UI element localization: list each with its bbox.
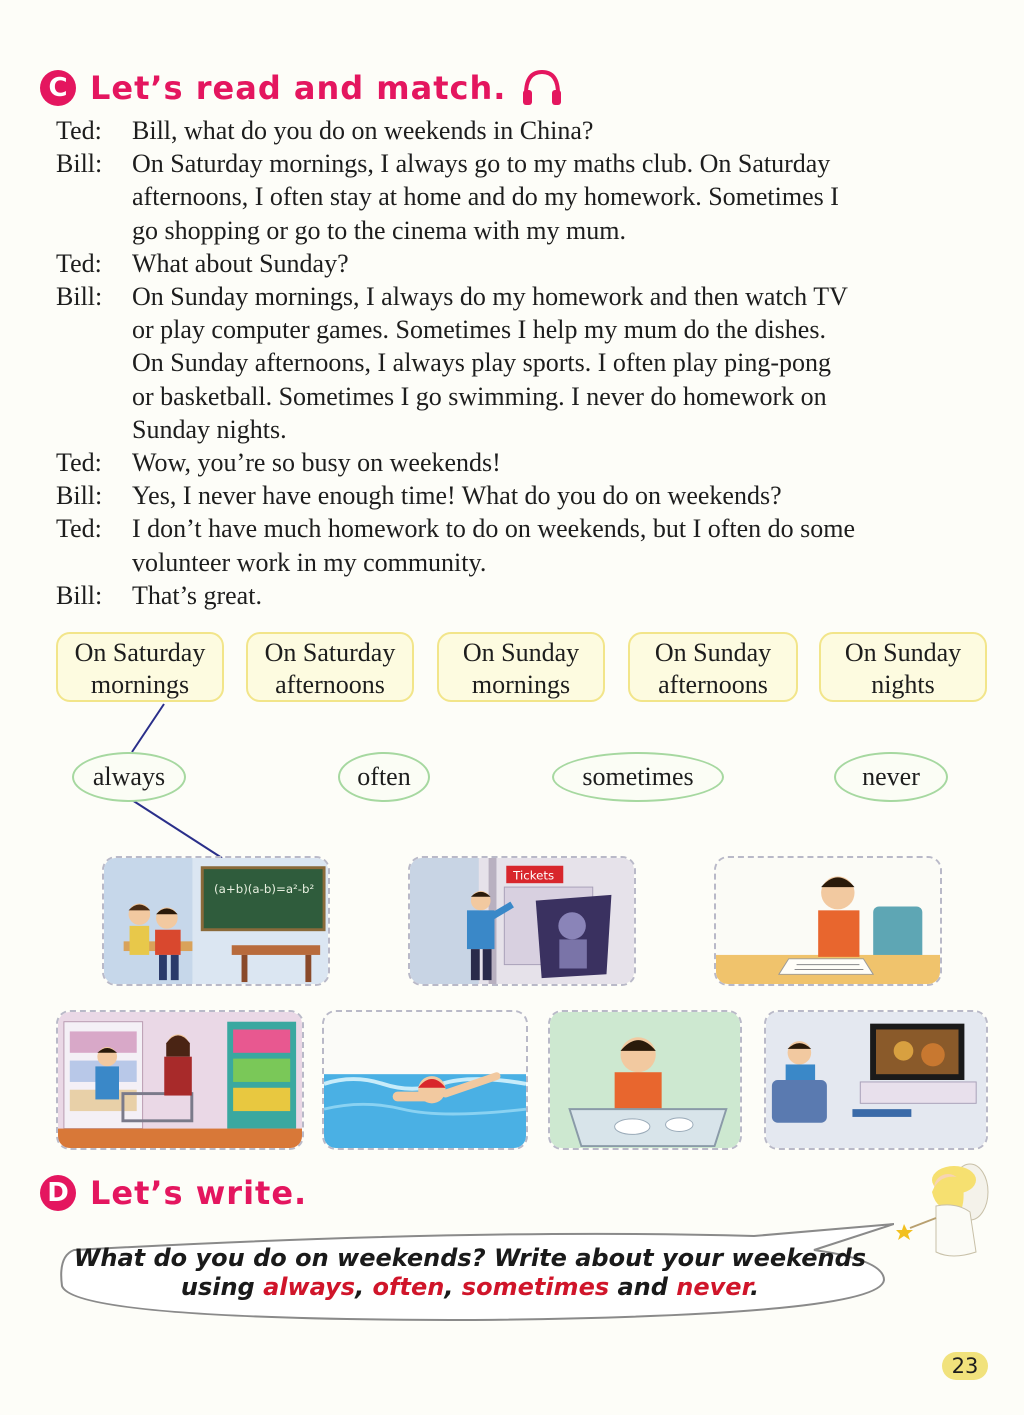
speaker-label (56, 380, 132, 413)
dialogue (56, 114, 996, 612)
speaker-label: Ted: (56, 116, 102, 145)
keyword-often: often (372, 1273, 445, 1301)
speaker-label: Bill: (56, 580, 103, 610)
tickets-sign: Tickets (513, 868, 555, 883)
section-c-title: Let’s read and match. (90, 69, 507, 107)
speech-text: Yes, I never have enough time! What do you do on weekends? (132, 481, 782, 511)
time-box-saturday-afternoons[interactable]: On Saturday afternoons (246, 632, 414, 702)
speaker-label (56, 180, 132, 213)
freq-always[interactable]: always (72, 752, 186, 802)
picture-shopping[interactable] (56, 1010, 304, 1150)
picture-maths-club[interactable] (102, 856, 330, 986)
prompt-line-2: using always, often, sometimes and never. (180, 1273, 760, 1301)
writing-prompt (60, 1244, 880, 1302)
angel-illustration (896, 1152, 990, 1270)
speaker-label (56, 214, 132, 247)
time-box-sunday-mornings[interactable]: On Sunday mornings (437, 632, 605, 702)
freq-sometimes[interactable]: sometimes (552, 752, 724, 802)
time-box-sunday-afternoons[interactable]: On Sunday afternoons (628, 632, 798, 702)
picture-washing-dishes[interactable] (548, 1010, 742, 1150)
picture-homework[interactable] (714, 856, 942, 986)
dialogue-line (56, 413, 996, 446)
speech-text: What about Sunday? (132, 248, 349, 278)
section-d-header (40, 1174, 307, 1212)
speaker-label: Ted: (56, 448, 102, 478)
speech-text: On Saturday mornings, I always go to my maths club. On Saturday (132, 149, 831, 179)
picture-cinema[interactable] (408, 856, 636, 986)
dialogue-line (56, 147, 996, 180)
speech-text: Bill, what do you do on weekends in China? (132, 116, 594, 145)
speaker-label (56, 413, 132, 446)
freq-often[interactable]: often (338, 752, 430, 802)
dialogue-line (56, 579, 996, 612)
keyword-never: never (676, 1273, 750, 1301)
dialogue-line (56, 280, 996, 313)
speech-text: or basketball. Sometimes I go swimming. I never do homework on (132, 381, 827, 411)
speech-text: volunteer work in my community. (132, 547, 487, 577)
speaker-label: Bill: (56, 282, 103, 312)
speech-text: I don’t have much homework to do on weekends, but I often do some (132, 514, 856, 544)
dialogue-line (56, 214, 996, 247)
headphones-icon[interactable] (520, 68, 564, 108)
section-d-badge: D (40, 1175, 76, 1211)
speech-text: or play computer games. Sometimes I help my mum do the dishes. (132, 315, 826, 345)
dialogue-line (56, 479, 996, 512)
speech-text: Sunday nights. (132, 414, 287, 444)
keyword-sometimes: sometimes (461, 1273, 610, 1301)
dialogue-line (56, 512, 996, 545)
speaker-label: Ted: (56, 248, 102, 278)
speech-text: That’s great. (132, 580, 262, 610)
section-c-header (40, 68, 564, 108)
speaker-label: Ted: (56, 514, 102, 544)
speech-text: Wow, you’re so busy on weekends! (132, 448, 501, 478)
speech-text: On Sunday mornings, I always do my homework and then watch TV (132, 282, 848, 312)
picture-watching-tv[interactable] (764, 1010, 988, 1150)
picture-swimming[interactable] (322, 1010, 528, 1150)
dialogue-line (56, 313, 996, 346)
freq-never[interactable]: never (834, 752, 948, 802)
match-line-box-to-always (132, 704, 164, 752)
dialogue-line (56, 346, 996, 379)
match-line-always-to-picture (132, 800, 222, 858)
speaker-label (56, 546, 132, 579)
dialogue-line (56, 380, 996, 413)
time-box-sunday-nights[interactable]: On Sunday nights (819, 632, 987, 702)
dialogue-line (56, 114, 996, 147)
section-d-title: Let’s write. (90, 1174, 308, 1212)
dialogue-line (56, 247, 996, 280)
dialogue-line (56, 546, 996, 579)
page-number: 23 (942, 1352, 988, 1380)
dialogue-line (56, 180, 996, 213)
keyword-always: always (263, 1273, 356, 1301)
speech-text: afternoons, I often stay at home and do my homework. Sometimes I (132, 182, 839, 212)
dialogue-line (56, 446, 996, 479)
speech-text: go shopping or go to the cinema with my mum. (132, 215, 626, 245)
prompt-line-1: What do you do on weekends? Write about your weekends (73, 1244, 867, 1272)
speaker-label: Bill: (56, 149, 103, 179)
speaker-label (56, 313, 132, 346)
section-c-badge: C (40, 70, 76, 106)
speech-text: On Sunday afternoons, I always play sports. I often play ping-pong (132, 348, 831, 378)
speaker-label: Bill: (56, 481, 103, 511)
time-box-saturday-mornings[interactable]: On Saturday mornings (56, 632, 224, 702)
math-formula: (a+b)(a-b)=a²-b² (214, 881, 315, 896)
speaker-label (56, 346, 132, 379)
